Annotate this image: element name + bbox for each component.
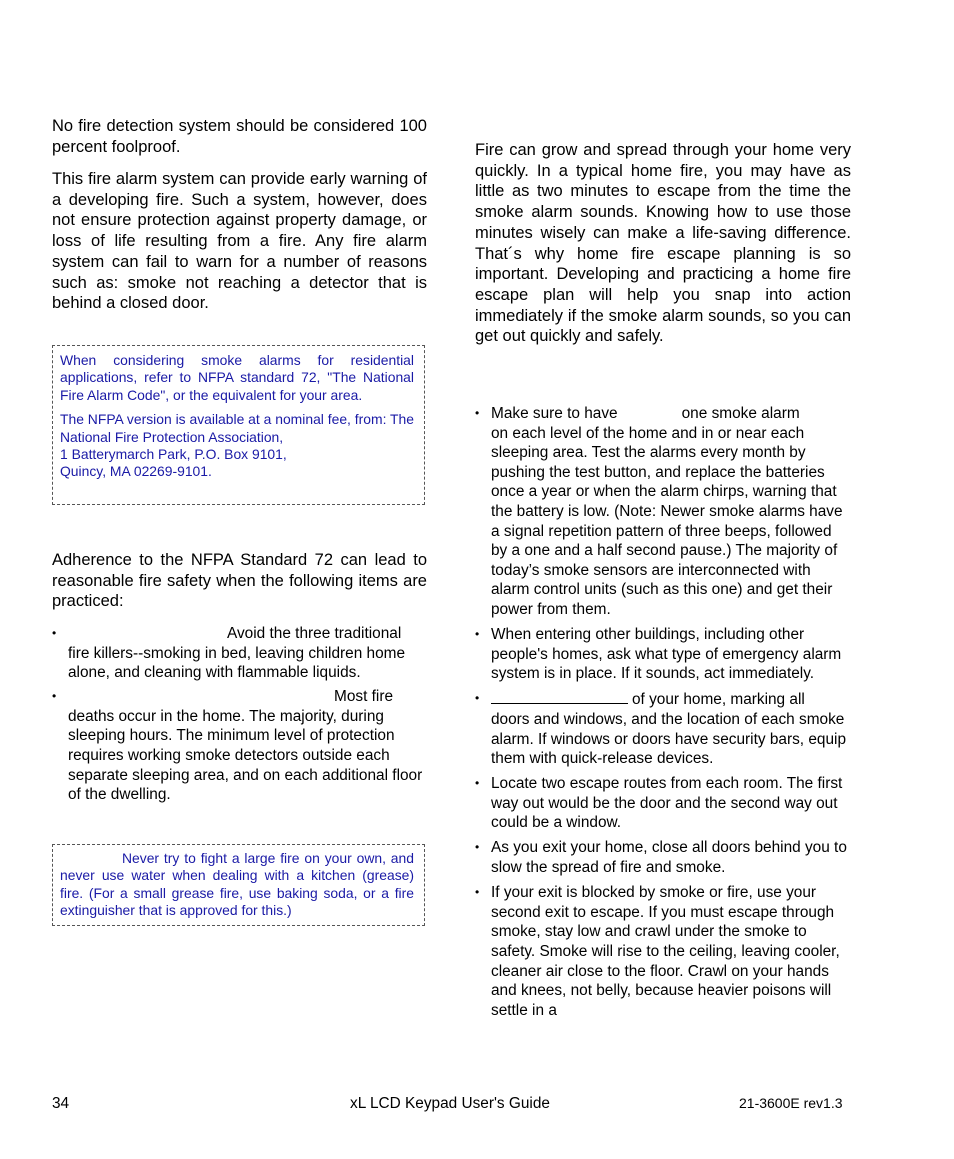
list-item: [475, 883, 851, 1020]
bullet-icon: •: [475, 776, 480, 791]
page-number: 34: [52, 1095, 70, 1112]
bullet-icon: •: [475, 885, 480, 900]
list-item: [475, 774, 851, 833]
list-item: [52, 624, 427, 683]
nfpa-address-line2: 1 Batterymarch Park, P.O. Box 9101,: [60, 446, 287, 463]
list-item-first-line: Most fire: [334, 688, 394, 706]
list-item-text: on each level of the home and in or near each sleeping area. Test the alarms every month by pushing the test button, and replace the batteries once a year or when the alarm chirps, warning that the battery is low. (Note: Newer smoke alarms have a signal repetition pattern of three beeps, followed by a one and a half second pause.) The majority of today’s smoke sensors are interconnected with alarm control units (such as this one) and get their power from them.: [491, 424, 843, 618]
bullet-icon: •: [475, 840, 480, 855]
list-item-text: deaths occur in the home. The majority, during sleeping hours. The minimum level of protection requires working smoke detectors outside each separate sleeping area, and on each additional floor of the dwelling.: [68, 707, 423, 804]
list-item: [52, 687, 427, 805]
list-item-text: As you exit your home, close all doors behind you to slow the spread of fire and smoke.: [491, 839, 847, 877]
bullet-icon: •: [475, 406, 480, 420]
bullet-icon: •: [52, 689, 57, 704]
bullet-icon: •: [52, 626, 57, 640]
list-item-text: fire killers--smoking in bed, leaving children home alone, and cleaning with flammable liquids.: [68, 644, 406, 682]
list-item: [475, 838, 851, 877]
bullet-icon: •: [475, 691, 480, 706]
intro-paragraph: No fire detection system should be considered 100 percent foolproof.: [52, 117, 427, 156]
grease-fire-note-box: [52, 844, 425, 926]
list-item-text: Locate two escape routes from each room. The first way out would be the door and the second way out could be a window.: [491, 775, 843, 832]
list-item: [475, 625, 851, 684]
list-item-text: of your home, marking all: [632, 691, 805, 709]
nfpa-note-text: When considering smoke alarms for residential applications, refer to NFPA standard 72, "The National Fire Alarm Code", or the equivalent for your area.: [60, 352, 414, 403]
document-code: 21-3600E rev1.3: [739, 1095, 843, 1111]
list-item-first-line: Avoid the three traditional: [227, 625, 402, 642]
grease-fire-note-text: Never try to fight a large fire on your own, and never use water when dealing with a kitchen (grease) fire. (For a small grease fire, use baking soda, or a fire extinguisher that is approved for this.): [60, 850, 414, 919]
footer-title: xL LCD Keypad User's Guide: [350, 1095, 550, 1112]
adherence-paragraph: Adherence to the NFPA Standard 72 can lead to reasonable fire safety when the following items are practiced:: [52, 551, 427, 611]
list-item: [475, 689, 851, 768]
escape-tips-list: [475, 404, 851, 1020]
list-item-text: Make sure to have: [491, 405, 618, 422]
list-item: [475, 404, 851, 620]
list-item-text: When entering other buildings, including other people's homes, ask what type of emergency alarm system is in place. If it sounds, act immediately.: [491, 626, 842, 683]
list-item-text: doors and windows, and the location of each smoke alarm. If windows or doors have security bars, equip them with quick-release devices.: [491, 710, 846, 768]
list-item-text: one smoke alarm: [681, 405, 800, 422]
nfpa-address-line3: Quincy, MA 02269-9101.: [60, 463, 212, 480]
practices-list: [52, 624, 427, 805]
list-item-text: If your exit is blocked by smoke or fire, use your second exit to escape. If you must escape through smoke, stay low and crawl under the smoke to safety. Smoke will rise to the ceiling, leaving cooler, cleaner air close to the floor. Crawl on your hands and knees, not belly, because heavier poisons will settle in a: [491, 884, 840, 1019]
bullet-icon: •: [475, 627, 480, 642]
nfpa-address: [60, 411, 414, 481]
alarm-limitations-paragraph: This fire alarm system can provide early warning of a developing fire. Such a system, however, does not ensure protection against property damage, or loss of life resulting from a fire. Any fire alarm system can fail to warn for a number of reasons such as: smoke not reaching a detector that is behind a closed door.: [52, 170, 427, 313]
nfpa-note-box: [52, 345, 425, 505]
blank-underline: [491, 689, 628, 704]
escape-planning-paragraph: Fire can grow and spread through your home very quickly. In a typical home fire, you may have as little as two minutes to escape from the time the smoke alarm sounds. Knowing how to use those minutes wisely can make a life-saving difference. That´s why home fire escape planning is so important. Developing and practicing a home fire escape plan will help you snap into action immediately if the smoke alarm sounds, so you can get out quickly and safely.: [475, 141, 851, 346]
nfpa-address-line1: The NFPA version is available at a nominal fee, from: The National Fire Protection Association,: [60, 411, 414, 445]
